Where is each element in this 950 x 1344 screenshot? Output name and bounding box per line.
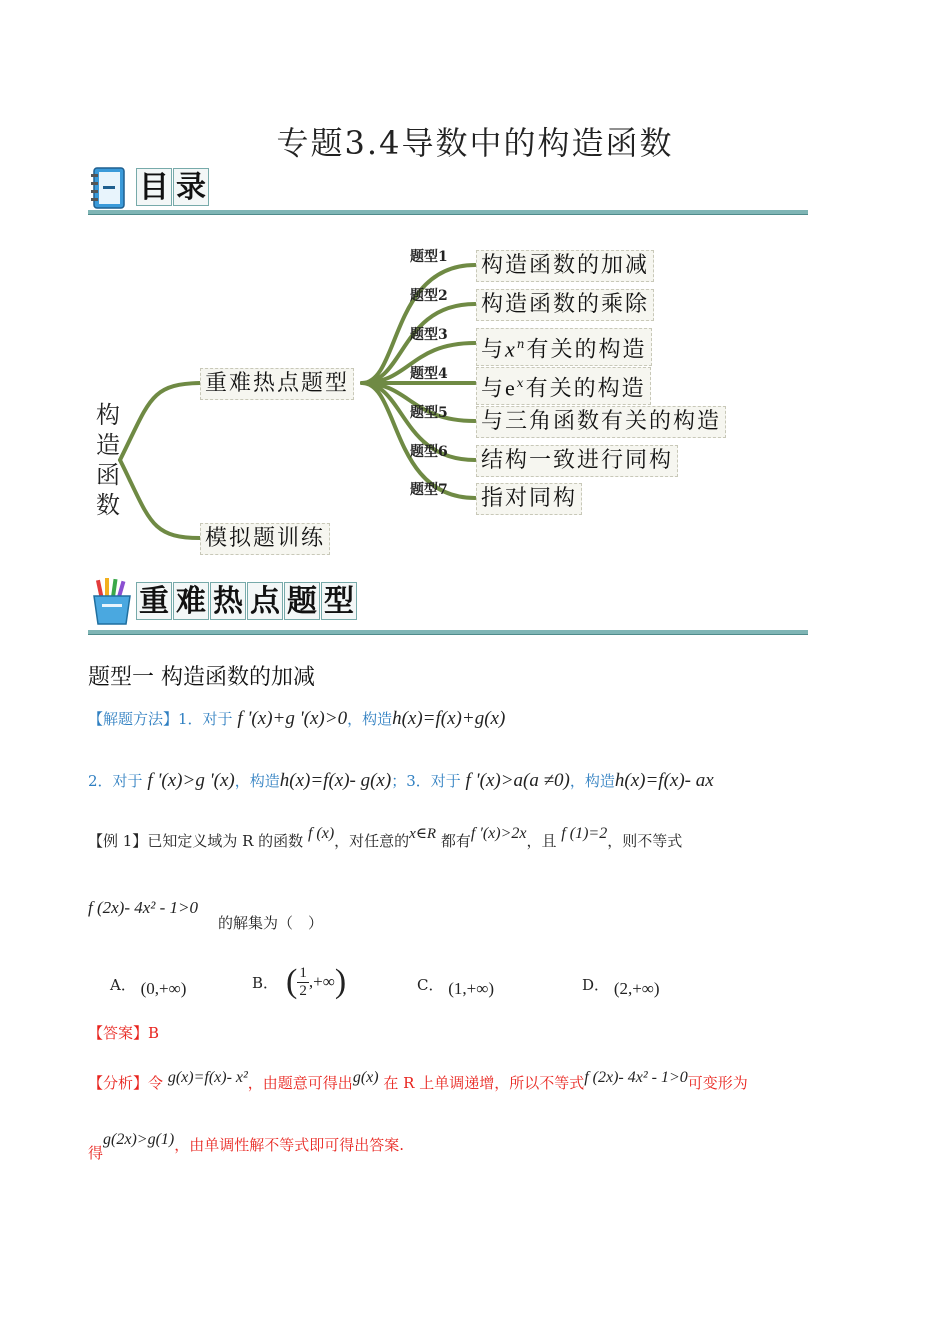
section-label-char: 点 <box>247 582 283 620</box>
option-value: (0,+∞) <box>140 979 187 998</box>
analysis-text: ，由题意可得出 <box>247 1074 353 1092</box>
method-build: h(x)=f(x)- ax <box>614 770 714 791</box>
analysis-text: 在 R 上单调递增，所以不等式 <box>383 1074 585 1092</box>
type-tag: 题型6 <box>410 444 448 460</box>
method-line-1 <box>88 708 505 730</box>
example-line-2-tail: 的解集为（ ） <box>218 914 324 932</box>
example-text: ，且 <box>526 832 557 850</box>
example-line-2 <box>88 898 198 918</box>
mindmap-root <box>93 400 123 520</box>
answer-line <box>88 1022 159 1043</box>
page-title: 专题3.4导数中的构造函数 <box>276 124 674 162</box>
root-char: 造 <box>96 431 120 459</box>
example-text: 已知定义域为 R 的函数 <box>147 832 304 850</box>
option-letter: A． <box>110 976 136 994</box>
example-condition: f ′(x)>2x <box>470 825 527 842</box>
method-text: ，构造 <box>347 710 393 728</box>
type-one-heading: 题型一 构造函数的加减 <box>88 665 315 690</box>
method-line-2 <box>88 770 714 792</box>
analysis-gx: g(x) <box>352 1069 379 1086</box>
type-node-1: 构造函数的加减 <box>476 250 654 282</box>
method-text: 2．对于 <box>88 772 143 790</box>
type-node-2: 构造函数的乘除 <box>476 289 654 321</box>
example-text: 都有 <box>440 832 471 850</box>
example-bracket: 【例 1】 <box>88 832 148 850</box>
type-3-var: x <box>505 336 517 362</box>
analysis-text: ，由单调性解不等式即可得出答案. <box>174 1136 405 1154</box>
section-label-char: 题 <box>284 582 320 620</box>
option-b <box>252 960 346 1004</box>
type-3-sup: n <box>516 337 527 351</box>
toc-label-char: 录 <box>173 168 209 206</box>
example-domain: x∈R <box>409 826 437 842</box>
section-label <box>136 582 358 620</box>
option-b-fraction <box>297 965 309 1000</box>
type-tag: 题型1 <box>410 249 448 265</box>
method-expr: f '(x)+g '(x)>0 <box>237 708 348 729</box>
option-c <box>417 974 495 998</box>
analysis-gdef: g(x)=f(x)- x² <box>167 1069 248 1086</box>
toc-label-char: 目 <box>136 168 172 206</box>
option-d <box>582 974 660 998</box>
root-char: 函 <box>96 461 120 489</box>
example-text: ，则不等式 <box>607 832 683 850</box>
section-label-char: 型 <box>321 582 357 620</box>
method-text: ，构造 <box>569 772 615 790</box>
option-letter: C． <box>417 976 444 994</box>
type-tag: 题型5 <box>410 405 448 421</box>
section-label-char: 难 <box>173 582 209 620</box>
type-node-6: 结构一致进行同构 <box>476 445 678 477</box>
method-text: 1．对于 <box>178 710 233 728</box>
method-bracket: 【解题方法】 <box>88 710 179 728</box>
analysis-text: 可变形为 <box>687 1074 748 1092</box>
type-tag: 题型2 <box>410 288 448 304</box>
method-build: h(x)=f(x)+g(x) <box>392 708 506 729</box>
root-char: 数 <box>96 491 120 519</box>
fraction-den: 2 <box>299 982 307 999</box>
example-line-1 <box>88 825 683 851</box>
pencil-cup-icon <box>90 578 134 626</box>
type-node-5: 与三角函数有关的构造 <box>476 406 726 438</box>
mindmap-node-hot-types: 重难热点题型 <box>200 368 354 400</box>
section-rule <box>88 630 808 635</box>
branch-to-mock <box>120 460 200 538</box>
example-initial: f (1)=2 <box>561 825 608 842</box>
type-node-4 <box>476 367 651 405</box>
method-expr: f '(x)>g '(x) <box>147 770 235 791</box>
method-text: ，构造 <box>234 772 280 790</box>
option-letter: D． <box>582 976 610 994</box>
option-b-tail: ,+∞ <box>308 972 335 991</box>
option-letter: B． <box>252 973 279 992</box>
fraction-num: 1 <box>299 964 307 981</box>
method-text: ；3．对于 <box>391 772 461 790</box>
type-4-post: 有关的构造 <box>525 376 646 402</box>
option-a <box>110 974 187 998</box>
type-node-3 <box>476 328 652 366</box>
method-expr: f '(x)>a(a ≠0) <box>465 770 570 791</box>
mindmap-branches <box>0 0 950 580</box>
type-3-post: 有关的构造 <box>526 337 647 363</box>
section-label-char: 热 <box>210 582 246 620</box>
type-tag: 题型3 <box>410 327 448 343</box>
analysis-text: 得 <box>88 1144 104 1162</box>
option-b-lparen: ( <box>286 963 298 1000</box>
type-tag: 题型7 <box>410 482 448 498</box>
type-3-pre: 与 <box>481 337 506 363</box>
analysis-g2: g(2x)>g(1) <box>103 1131 175 1148</box>
example-inequality: f (2x)- 4x² - 1>0 <box>88 898 199 917</box>
type-tag: 题型4 <box>410 366 448 382</box>
method-build: h(x)=f(x)- g(x) <box>279 770 392 791</box>
analysis-bracket: 【分析】 <box>88 1074 149 1092</box>
section-label-char: 重 <box>136 582 172 620</box>
answer-bracket: 【答案】 <box>88 1024 149 1042</box>
analysis-inequality: f (2x)- 4x² - 1>0 <box>584 1069 688 1086</box>
type-4-var: e <box>505 375 517 401</box>
example-fx: f (x) <box>307 825 335 842</box>
option-value: (2,+∞) <box>613 979 660 998</box>
option-b-rparen: ) <box>334 963 347 1000</box>
branch-to-hot-types <box>120 383 200 460</box>
analysis-text: 令 <box>148 1074 164 1092</box>
type-node-7: 指对同构 <box>476 483 582 515</box>
answer-value: B <box>148 1024 160 1042</box>
option-value: (1,+∞) <box>448 979 495 998</box>
analysis-line-2 <box>88 1131 405 1162</box>
type-4-sup: x <box>516 376 526 390</box>
root-char: 构 <box>96 401 120 429</box>
analysis-line-1 <box>88 1069 748 1093</box>
example-text: ，对任意的 <box>334 832 410 850</box>
type-4-pre: 与 <box>481 376 506 402</box>
mindmap-node-mock: 模拟题训练 <box>200 523 330 555</box>
